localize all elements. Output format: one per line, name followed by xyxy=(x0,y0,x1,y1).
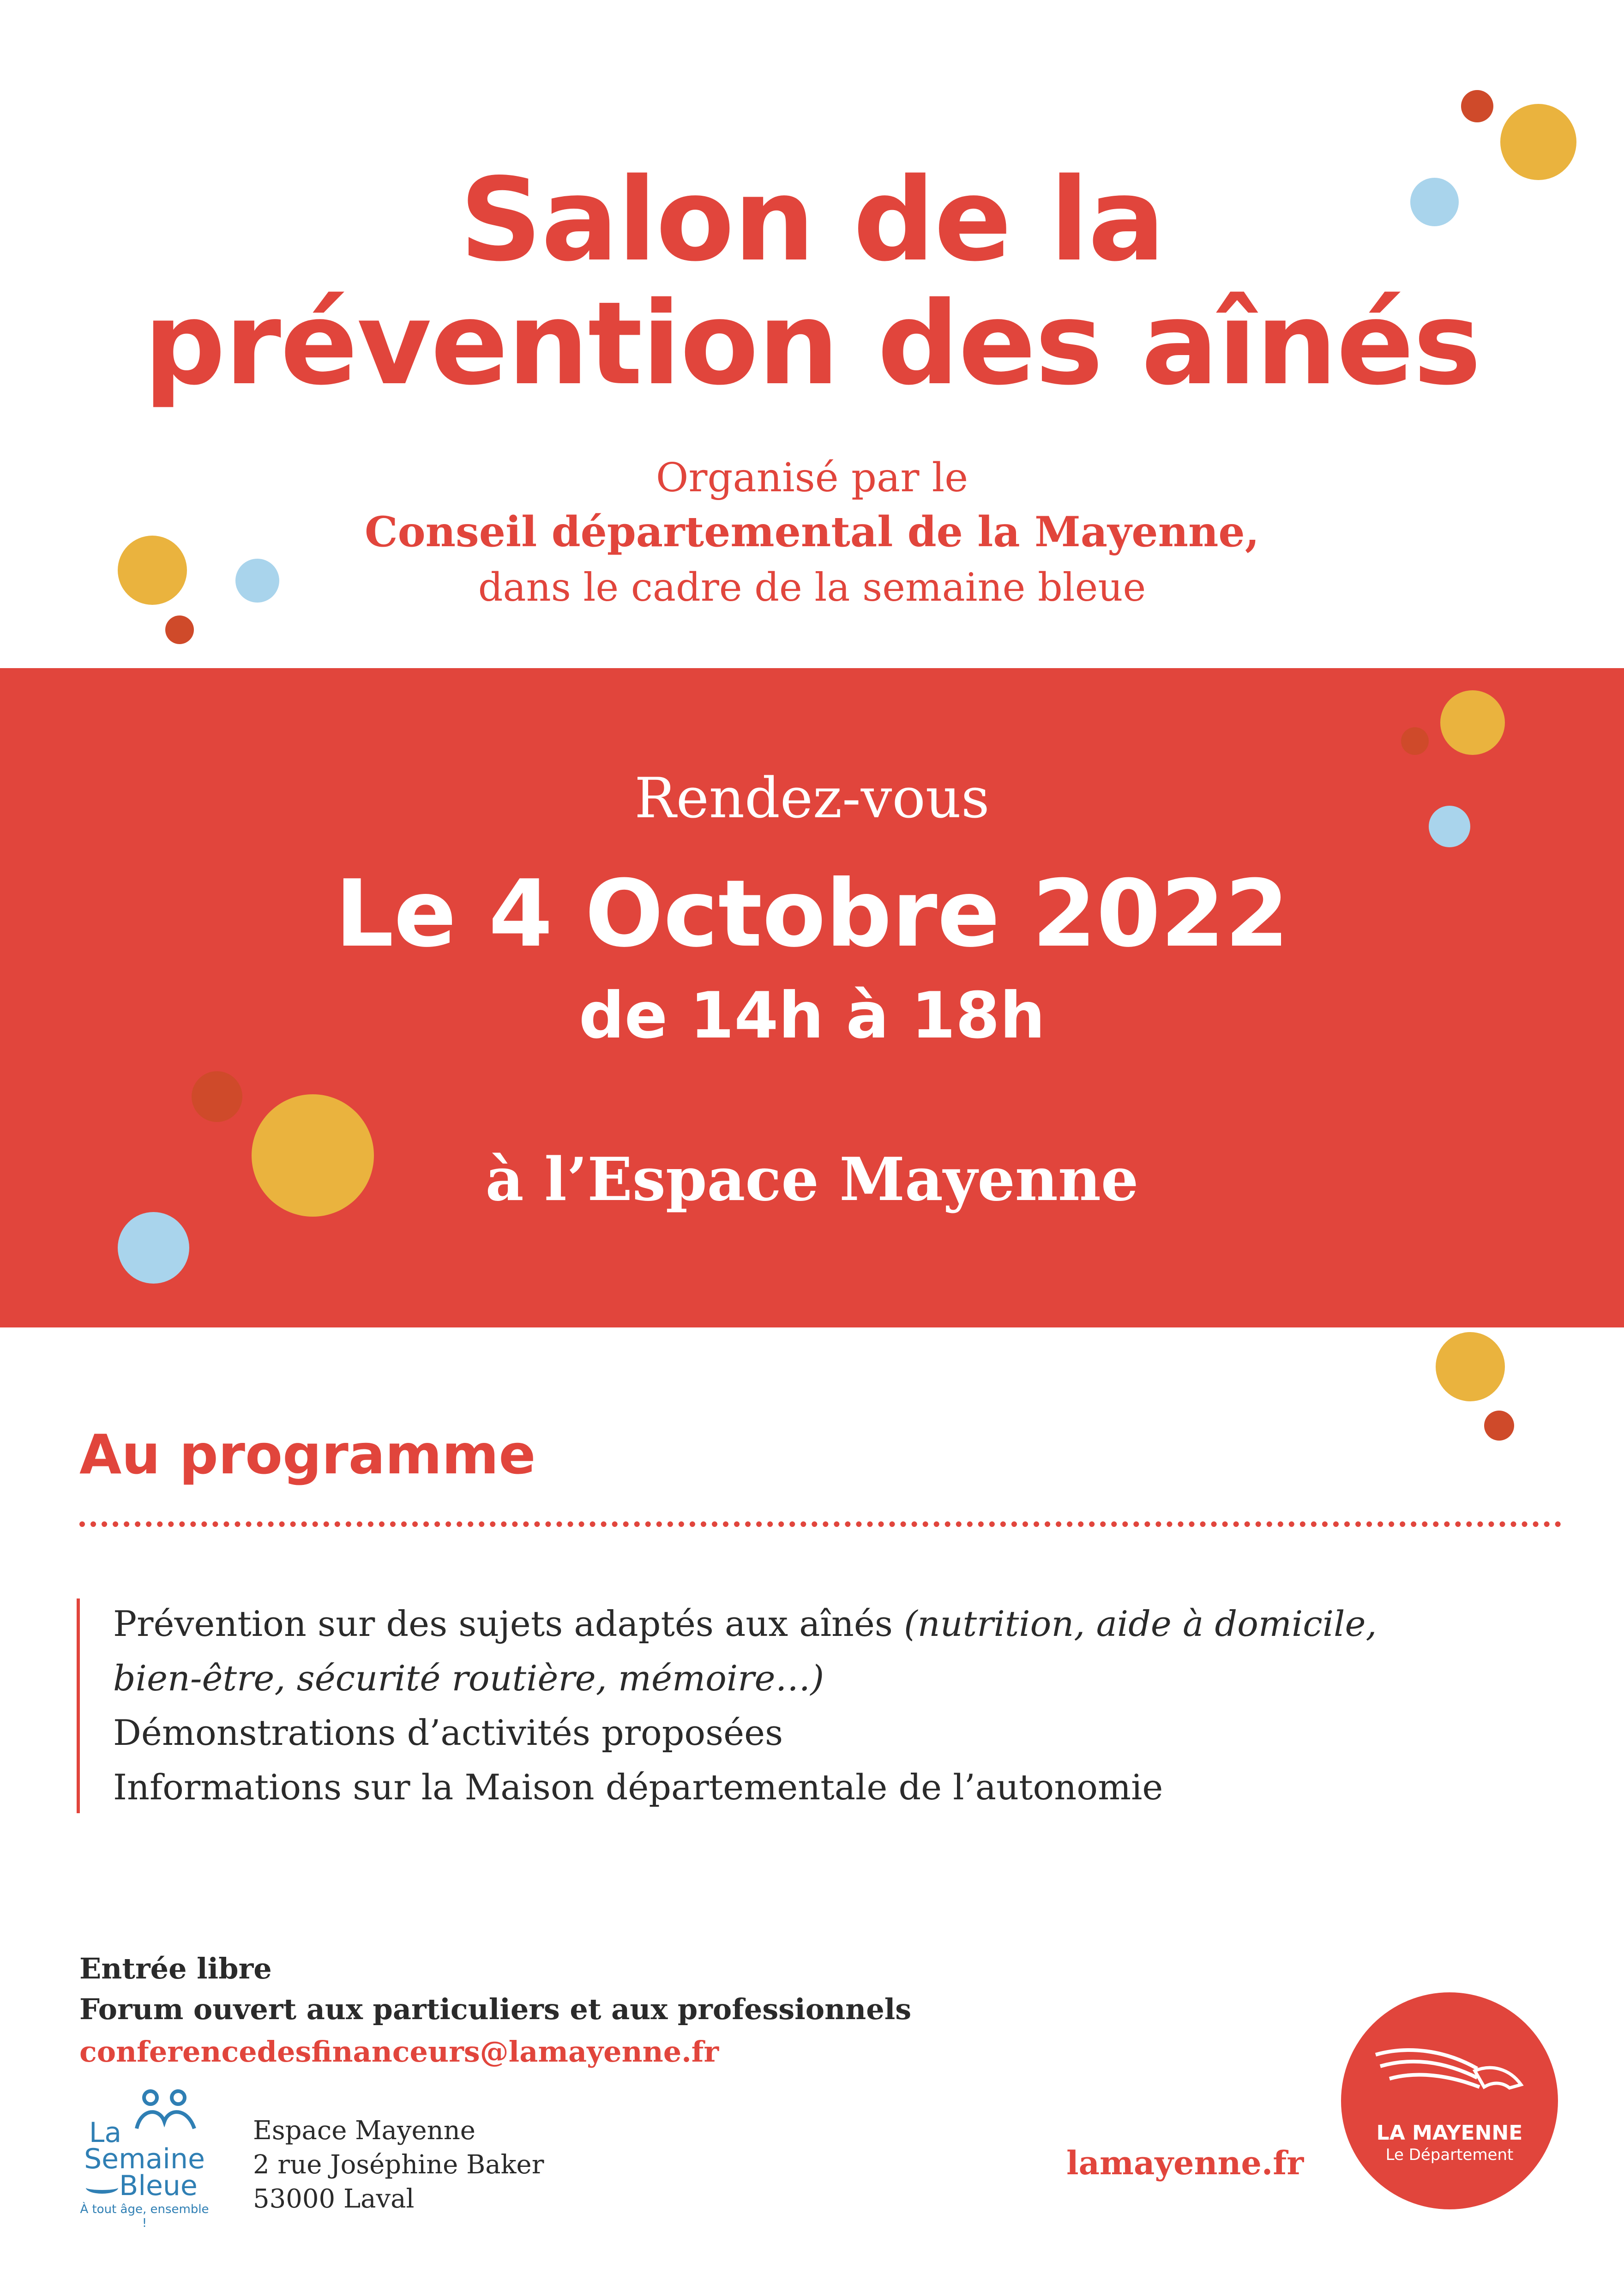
decorative-dot xyxy=(1461,90,1493,122)
forum-info: Forum ouvert aux particuliers et aux professionnels xyxy=(79,1992,912,2026)
programme-item-1-text: Prévention sur des sujets adaptés aux aînés xyxy=(113,1603,893,1644)
address-line2: 2 rue Joséphine Baker xyxy=(253,2150,544,2180)
decorative-dot xyxy=(1436,1332,1505,1401)
poster-title-line2: prévention des aînés xyxy=(144,277,1480,410)
decorative-dot xyxy=(1484,1411,1514,1441)
organiser-name: Conseil départemental de la Mayenne, xyxy=(364,507,1260,556)
programme-item-1 xyxy=(113,1597,1377,1651)
semaine-bleue-bleue: Bleue xyxy=(119,2170,198,2202)
organised-context: dans le cadre de la semaine bleue xyxy=(478,565,1146,610)
programme-accent-bar xyxy=(77,1598,80,1813)
rendezvous-label: Rendez-vous xyxy=(634,766,990,831)
dotted-divider xyxy=(79,1521,1561,1527)
programme-item-1-detail: (nutrition, aide à domicile, xyxy=(904,1603,1377,1644)
la-mayenne-logo xyxy=(1341,1992,1558,2209)
event-place: à l’Espace Mayenne xyxy=(485,1145,1139,1214)
semaine-bleue-semaine: Semaine xyxy=(84,2143,205,2175)
decorative-dot xyxy=(1440,690,1505,755)
semaine-bleue-la: La xyxy=(89,2117,122,2149)
programme-item-3: Informations sur la Maison départementale de l’autonomie xyxy=(113,1767,1163,1808)
poster-title-line1: Salon de la xyxy=(459,154,1165,287)
address-line3: 53000 Laval xyxy=(253,2184,415,2214)
programme-item-1-continued xyxy=(113,1651,824,1706)
event-date: Le 4 Octobre 2022 xyxy=(335,860,1289,968)
semaine-bleue-logo xyxy=(78,2089,211,2230)
event-time: de 14h à 18h xyxy=(578,978,1046,1053)
organised-by-line1: Organisé par le xyxy=(656,455,968,501)
website-link[interactable]: lamayenne.fr xyxy=(1066,2144,1304,2182)
contact-email-link[interactable]: conferencedesfinanceurs@lamayenne.fr xyxy=(79,2035,719,2069)
semaine-bleue-people-icon xyxy=(132,2089,201,2131)
programme-item-2: Démonstrations d’activités proposées xyxy=(113,1712,783,1753)
la-mayenne-name: LA MAYENNE xyxy=(1376,2121,1523,2145)
decorative-dot xyxy=(192,1071,242,1122)
decorative-dot xyxy=(118,1212,189,1284)
horse-wing-icon xyxy=(1371,2036,1528,2105)
programme-heading: Au programme xyxy=(79,1423,536,1486)
decorative-dot xyxy=(165,615,194,644)
la-mayenne-subtitle: Le Département xyxy=(1385,2146,1514,2164)
decorative-dot xyxy=(1401,727,1429,755)
entry-info: Entrée libre xyxy=(79,1952,272,1985)
programme-item-1-detail-line2: bien-être, sécurité routière, mémoire…) xyxy=(113,1658,824,1699)
address-line1: Espace Mayenne xyxy=(253,2116,475,2146)
semaine-bleue-tagline: À tout âge, ensemble ! xyxy=(80,2202,209,2230)
